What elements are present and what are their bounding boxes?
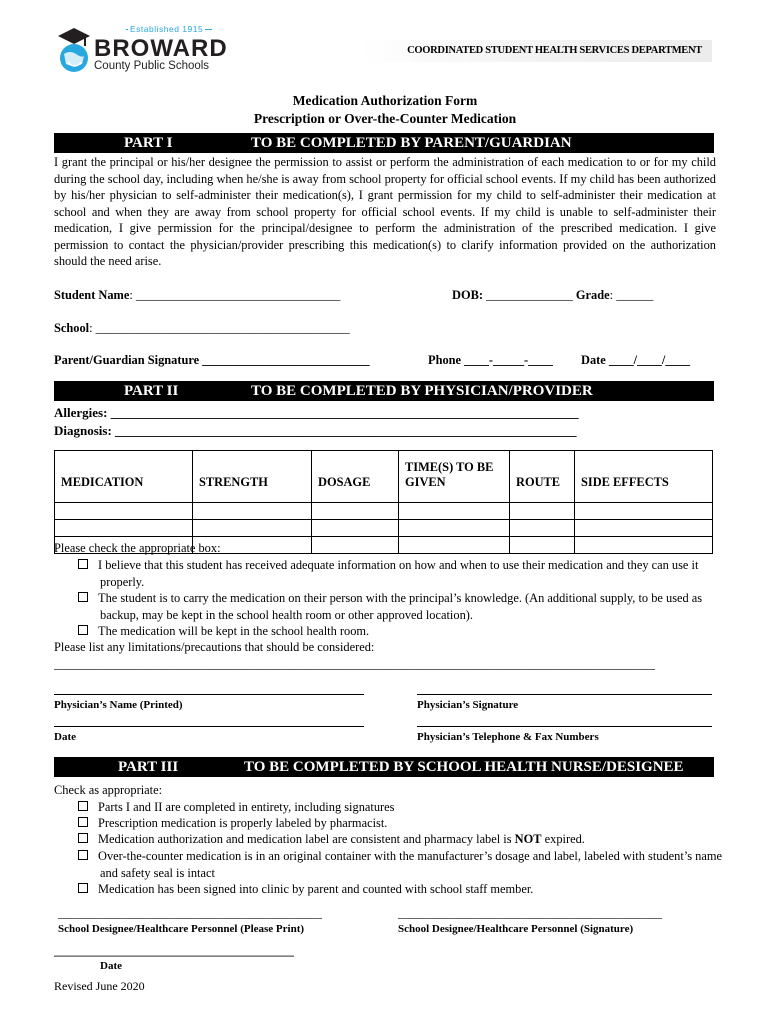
header-route: ROUTE	[510, 451, 575, 503]
dob-grade-field[interactable]	[452, 286, 653, 304]
physician-name-label: Physician’s Name (Printed)	[54, 699, 183, 711]
table-header-row	[55, 451, 713, 503]
school-label: School	[54, 321, 90, 335]
part2-label: PART II	[124, 383, 179, 399]
diagnosis-field[interactable]: Diagnosis: _______________________________________________________________________	[54, 423, 577, 438]
header-side-effects: SIDE EFFECTS	[575, 451, 713, 503]
header-times: TIME(S) TO BE GIVEN	[399, 451, 510, 503]
department-name: COORDINATED STUDENT HEALTH SERVICES DEPARTMENT	[407, 45, 702, 56]
designee-signature-label: School Designee/Healthcare Personnel (Signature)	[398, 923, 634, 935]
table-row[interactable]	[55, 503, 713, 520]
grade-label: Grade	[575, 288, 610, 302]
allergies-field[interactable]: Allergies: ________________________________________________________________________	[54, 405, 579, 420]
designee-date-label: Date	[100, 960, 122, 972]
check-properly-labeled[interactable]: Prescription medication is properly labeled by pharmacist.	[78, 815, 740, 832]
designee-date-line[interactable]: ________________________________________	[54, 944, 294, 958]
designee-signature-line[interactable]: ____________________________________________	[398, 906, 662, 920]
check-health-room[interactable]: The medication will be kept in the school health room.	[78, 623, 740, 640]
check-adequate-info[interactable]: I believe that this student has received adequate information on how and when to use their medication and they can use it properly.	[78, 557, 740, 590]
part2-header	[54, 381, 714, 401]
form-title: Medication Authorization Form	[292, 93, 478, 108]
logo-name: BROWARD	[94, 35, 228, 62]
checkbox[interactable]	[78, 625, 88, 635]
physician-signature-label: Physician’s Signature	[417, 699, 519, 711]
part2-heading: TO BE COMPLETED BY PHYSICIAN/PROVIDER	[251, 383, 593, 399]
checkbox[interactable]	[78, 559, 88, 569]
consent-paragraph: I grant the principal or his/her designee the permission to assist or perform the administration of each medication to or for my child during the school day, including when he/she is away from school property for official school events. If my child has been authorized by his/her physician to self-administer their medication(s), I grant permission for my child to self-administer their medication at school and when they are away from school property for official school events. If my child is unable to self-administer their medication, I give permission for the principal/designee to perform the administration of the prescribed medication. I give permission to contact the physician/provider prescribing this medication(s) to clarify information provided on the authorization should the need arise.	[54, 155, 716, 268]
physician-name-line[interactable]	[54, 694, 364, 695]
header-dosage: DOSAGE	[312, 451, 399, 503]
logo-subname: County Public Schools	[94, 60, 210, 72]
revision-note: Revised June 2020	[54, 979, 145, 993]
check-carry-medication[interactable]: The student is to carry the medication on their person with the principal’s knowledge. (An additional supply, to be used as backup, may be kept in the school health room or other approved location).	[78, 590, 740, 623]
date-field[interactable]: Date ____/____/____	[581, 353, 691, 367]
designee-print-label: School Designee/Healthcare Personnel (Please Print)	[58, 923, 305, 935]
part1-heading: TO BE COMPLETED BY PARENT/GUARDIAN	[251, 135, 572, 151]
grade-blank: : ______	[609, 288, 654, 302]
check-label-consistent[interactable]: Medication authorization and medication label are consistent and pharmacy label is NOT expired.	[78, 831, 740, 848]
table-row[interactable]	[55, 520, 713, 537]
limitations-label: Please list any limitations/precautions that should be considered:	[54, 640, 375, 654]
physician-date-label: Date	[54, 731, 76, 743]
header-strength: STRENGTH	[193, 451, 312, 503]
parent-signature-field[interactable]: Parent/Guardian Signature ___________________________	[54, 353, 370, 367]
broward-logo	[54, 24, 228, 76]
check-otc-container[interactable]: Over-the-counter medication is in an original container with the manufacturer’s dosage and label, labeled with student’s name and safety seal is intact	[78, 848, 740, 881]
part3-heading: TO BE COMPLETED BY SCHOOL HEALTH NURSE/DESIGNEE	[244, 759, 684, 775]
department-banner	[360, 40, 712, 62]
checkbox[interactable]	[78, 883, 88, 893]
physician-phone-label: Physician’s Telephone & Fax Numbers	[417, 731, 599, 743]
medication-table	[54, 450, 713, 554]
school-blank: : _________________________________________	[89, 321, 350, 335]
part1-label: PART I	[124, 135, 173, 151]
part3-label: PART III	[118, 759, 179, 775]
physician-signature-line[interactable]	[417, 694, 712, 695]
form-subtitle: Prescription or Over-the-Counter Medication	[253, 111, 517, 126]
checkbox[interactable]	[78, 801, 88, 811]
checkbox[interactable]	[78, 850, 88, 860]
student-name-blank: : _________________________________	[129, 288, 341, 302]
school-globe-icon	[54, 26, 94, 74]
school-field[interactable]	[54, 319, 350, 337]
header-medication: MEDICATION	[55, 451, 193, 503]
part3-intro: Check as appropriate:	[54, 783, 163, 797]
part1-header	[54, 133, 714, 153]
dob-label: DOB:	[452, 288, 483, 302]
logo-established: Established 1915	[130, 24, 204, 34]
part3-header	[54, 757, 714, 777]
check-signed-into-clinic[interactable]: Medication has been signed into clinic by parent and counted with school staff member.	[78, 881, 740, 898]
student-name-label: Student Name	[54, 288, 130, 302]
phone-field[interactable]: Phone ____-_____-____	[428, 353, 553, 367]
dob-blank: ______________	[482, 288, 576, 302]
limitations-line[interactable]: _________________________________________________________________________________________________	[54, 657, 655, 671]
checkbox[interactable]	[78, 817, 88, 827]
checkbox[interactable]	[78, 592, 88, 602]
designee-print-line[interactable]: ____________________________________________	[58, 906, 322, 920]
physician-phone-line[interactable]	[417, 726, 712, 727]
check-parts-complete[interactable]: Parts I and II are completed in entirety, including signatures	[78, 799, 740, 816]
checkbox[interactable]	[78, 833, 88, 843]
check-intro: Please check the appropriate box:	[54, 541, 221, 555]
student-name-field[interactable]	[54, 286, 340, 304]
physician-date-line[interactable]	[54, 726, 364, 727]
